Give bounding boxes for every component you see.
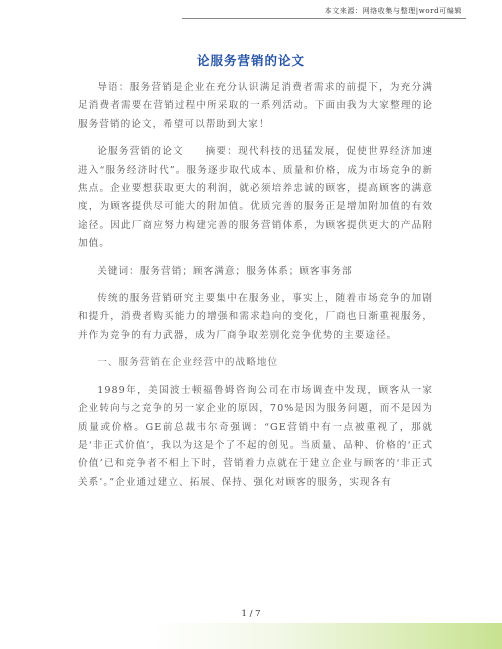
page-number: 1 / 7 (241, 609, 261, 619)
body-paragraph: 传统的服务营销研究主要集中在服务业，事实上，随着市场竞争的加剧和提升，消费者购买能力的增强和需求趋向的变化，厂商也日渐重视服务，并作为竞争的有力武器，成为厂商争取差别化竞争优势的主要途径。 (78, 293, 433, 341)
header-divider (182, 18, 466, 19)
intro-paragraph: 导语：服务营销是企业在充分认识满足消费者需求的前提下，为充分满足消费者需要在营销过程中所采取的一系列活动。下面由我为大家整理的论服务营销的论文，希望可以帮助到大家！ (78, 82, 433, 130)
document-body (78, 79, 433, 501)
source-note: 本文来源：网络收集与整理|word可编辑 (324, 7, 462, 15)
abstract-paragraph: 论服务营销的论文 摘要：现代科技的迅猛发展，促使世界经济加速进入“服务经济时代”。服务逐步取代成本、质量和价格，成为市场竞争的新焦点。企业要想获取更大的利润，就必须培养忠诚的顾客，提高顾客的满意度，为顾客提供尽可能大的附加值。优质完善的服务正是增加附加值的有效途径。因此厂商应努力构建完善的服务营销体系，为顾客提供更大的产品附加值。 (78, 146, 433, 250)
keywords-paragraph: 关键词：服务营销；顾客满意；服务体系；顾客事务部 (97, 265, 353, 277)
document-title: 论服务营销的论文 (196, 53, 305, 68)
body-paragraph: 1989年，美国波士顿福鲁姆咨询公司在市场调查中发现，顾客从一家企业转向与之竞争的另一家企业的原因，70%是因为服务问题，而不是因为质量或价格。GE前总裁韦尔奇强调：“GE营销中有一点被重视了，那就是‘非正式价值’，我以为这是个了不起的创见。当质量、品种、价格的‘正式价值’已和竞争者不相上下时，营销着力点就在于建立企业与顾客的‘非正式关系’。”企业通过建立、拓展、保持、强化对顾客的服务，实现各有 (78, 384, 433, 488)
footer-gradient-band (0, 623, 502, 649)
section-heading: 一、服务营销在企业经营中的战略地位 (97, 357, 279, 369)
